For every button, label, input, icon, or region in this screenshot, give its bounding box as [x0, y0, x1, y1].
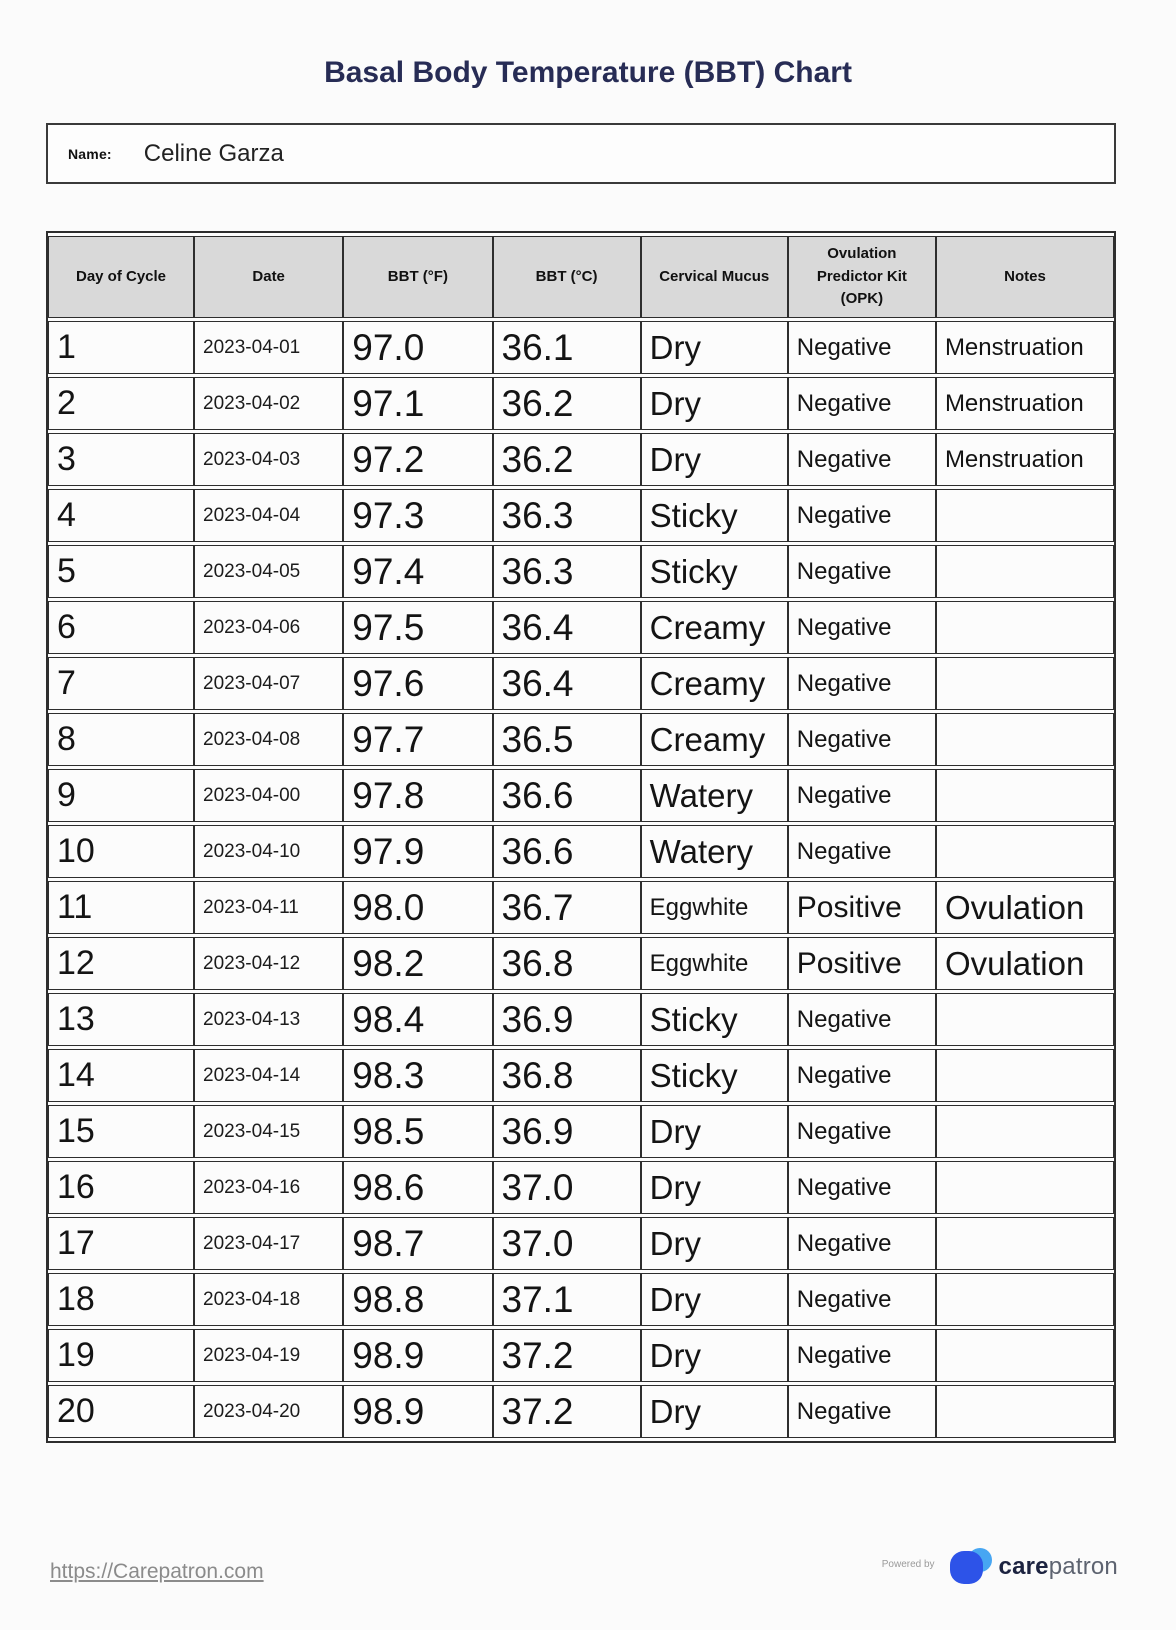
cell-date: 2023-04-20 — [194, 1385, 343, 1438]
cell-bbt_f: 98.2 — [343, 937, 492, 990]
cell-day: 3 — [48, 433, 194, 486]
cell-bbt_c: 37.0 — [493, 1217, 641, 1270]
column-header-day-of-cycle: Day of Cycle — [48, 236, 194, 318]
table-row — [48, 489, 1114, 542]
cell-notes — [936, 993, 1114, 1046]
table-row — [48, 377, 1114, 430]
table-row — [48, 601, 1114, 654]
cell-day: 11 — [48, 881, 194, 934]
cell-notes: Menstruation — [936, 377, 1114, 430]
cell-day: 9 — [48, 769, 194, 822]
cell-date: 2023-04-05 — [194, 545, 343, 598]
cell-day: 5 — [48, 545, 194, 598]
cell-date: 2023-04-13 — [194, 993, 343, 1046]
cell-opk: Negative — [788, 601, 936, 654]
cell-notes — [936, 1105, 1114, 1158]
name-field — [46, 123, 1116, 184]
cell-bbt_f: 97.9 — [343, 825, 492, 878]
bbt-table-header — [48, 236, 1114, 318]
cell-opk: Negative — [788, 1161, 936, 1214]
cell-opk: Negative — [788, 657, 936, 710]
cell-day: 4 — [48, 489, 194, 542]
cell-mucus: Dry — [641, 1217, 788, 1270]
cell-bbt_c: 36.2 — [493, 433, 641, 486]
wordmark-care: care — [998, 1553, 1049, 1580]
name-field-value[interactable]: Celine Garza — [143, 139, 284, 167]
cell-bbt_f: 97.0 — [343, 321, 492, 374]
cell-notes — [936, 769, 1114, 822]
cell-bbt_f: 98.9 — [343, 1385, 492, 1438]
table-row — [48, 1217, 1114, 1270]
cell-mucus: Eggwhite — [641, 881, 788, 934]
cell-notes — [936, 545, 1114, 598]
cell-opk: Positive — [788, 881, 936, 934]
table-row — [48, 1105, 1114, 1158]
cell-day: 12 — [48, 937, 194, 990]
cell-bbt_f: 97.8 — [343, 769, 492, 822]
cell-bbt_c: 37.1 — [493, 1273, 641, 1326]
cell-date: 2023-04-07 — [194, 657, 343, 710]
cell-opk: Negative — [788, 1105, 936, 1158]
cell-notes — [936, 1217, 1114, 1270]
cell-bbt_c: 36.9 — [493, 993, 641, 1046]
cell-notes: Menstruation — [936, 433, 1114, 486]
cell-notes: Menstruation — [936, 321, 1114, 374]
cell-mucus: Dry — [641, 433, 788, 486]
table-row — [48, 937, 1114, 990]
cell-bbt_c: 36.3 — [493, 545, 641, 598]
cell-mucus: Dry — [641, 321, 788, 374]
cell-bbt_f: 98.4 — [343, 993, 492, 1046]
cell-date: 2023-04-19 — [194, 1329, 343, 1382]
cell-bbt_c: 36.6 — [493, 825, 641, 878]
cell-mucus: Sticky — [641, 545, 788, 598]
cell-day: 15 — [48, 1105, 194, 1158]
table-row — [48, 881, 1114, 934]
cell-mucus: Dry — [641, 1273, 788, 1326]
table-row — [48, 433, 1114, 486]
cell-bbt_c: 36.9 — [493, 1105, 641, 1158]
cell-opk: Negative — [788, 1049, 936, 1102]
cell-day: 19 — [48, 1329, 194, 1382]
cell-mucus: Watery — [641, 769, 788, 822]
cell-day: 1 — [48, 321, 194, 374]
cell-date: 2023-04-06 — [194, 601, 343, 654]
cell-date: 2023-04-02 — [194, 377, 343, 430]
table-row — [48, 1385, 1114, 1438]
cell-notes — [936, 1273, 1114, 1326]
cell-bbt_c: 36.6 — [493, 769, 641, 822]
cell-bbt_c: 36.3 — [493, 489, 641, 542]
cell-date: 2023-04-14 — [194, 1049, 343, 1102]
table-row — [48, 769, 1114, 822]
cell-mucus: Watery — [641, 825, 788, 878]
cell-opk: Negative — [788, 377, 936, 430]
cell-day: 20 — [48, 1385, 194, 1438]
cell-date: 2023-04-17 — [194, 1217, 343, 1270]
powered-by-label: Powered by — [881, 1558, 935, 1570]
cell-mucus: Creamy — [641, 657, 788, 710]
cell-bbt_f: 97.7 — [343, 713, 492, 766]
cell-opk: Negative — [788, 489, 936, 542]
bbt-table — [46, 231, 1116, 1443]
cell-day: 17 — [48, 1217, 194, 1270]
cell-day: 6 — [48, 601, 194, 654]
cell-notes — [936, 657, 1114, 710]
cell-notes — [936, 601, 1114, 654]
cell-bbt_f: 98.3 — [343, 1049, 492, 1102]
cell-opk: Negative — [788, 433, 936, 486]
cell-bbt_f: 97.3 — [343, 489, 492, 542]
cell-mucus: Sticky — [641, 993, 788, 1046]
cell-bbt_f: 98.9 — [343, 1329, 492, 1382]
cell-day: 10 — [48, 825, 194, 878]
cell-bbt_f: 97.4 — [343, 545, 492, 598]
column-header-opk: Ovulation Predictor Kit (OPK) — [788, 236, 936, 318]
cell-date: 2023-04-08 — [194, 713, 343, 766]
carepatron-wordmark — [999, 1553, 1118, 1581]
carepatron-link[interactable]: https://Carepatron.com — [50, 1560, 264, 1583]
cell-mucus: Dry — [641, 1329, 788, 1382]
cell-bbt_c: 36.8 — [493, 1049, 641, 1102]
cell-opk: Negative — [788, 1385, 936, 1438]
cell-mucus: Sticky — [641, 1049, 788, 1102]
cell-mucus: Dry — [641, 377, 788, 430]
cell-bbt_f: 98.0 — [343, 881, 492, 934]
carepatron-brand — [882, 1545, 1118, 1589]
table-row — [48, 1049, 1114, 1102]
cell-opk: Negative — [788, 825, 936, 878]
cell-date: 2023-04-00 — [194, 769, 343, 822]
column-header-bbt-c: BBT (°C) — [493, 236, 641, 318]
cell-notes: Ovulation — [936, 881, 1114, 934]
cell-opk: Negative — [788, 993, 936, 1046]
cell-notes — [936, 489, 1114, 542]
cell-date: 2023-04-15 — [194, 1105, 343, 1158]
cell-mucus: Dry — [641, 1385, 788, 1438]
table-row — [48, 1273, 1114, 1326]
cell-day: 7 — [48, 657, 194, 710]
carepatron-logo-icon — [947, 1545, 993, 1589]
cell-day: 8 — [48, 713, 194, 766]
cell-bbt_f: 98.8 — [343, 1273, 492, 1326]
cell-bbt_f: 98.5 — [343, 1105, 492, 1158]
cell-date: 2023-04-10 — [194, 825, 343, 878]
cell-bbt_f: 97.6 — [343, 657, 492, 710]
table-row — [48, 825, 1114, 878]
cell-bbt_f: 97.2 — [343, 433, 492, 486]
header-row — [48, 236, 1114, 318]
cell-mucus: Sticky — [641, 489, 788, 542]
cell-date: 2023-04-01 — [194, 321, 343, 374]
cell-bbt_c: 36.2 — [493, 377, 641, 430]
cell-date: 2023-04-18 — [194, 1273, 343, 1326]
cell-bbt_c: 36.5 — [493, 713, 641, 766]
cell-bbt_c: 36.4 — [493, 657, 641, 710]
bbt-table-body — [48, 321, 1114, 1438]
cell-day: 13 — [48, 993, 194, 1046]
cell-opk: Positive — [788, 937, 936, 990]
column-header-date: Date — [194, 236, 343, 318]
column-header-notes: Notes — [936, 236, 1114, 318]
cell-day: 18 — [48, 1273, 194, 1326]
cell-bbt_c: 36.7 — [493, 881, 641, 934]
cell-day: 16 — [48, 1161, 194, 1214]
cell-mucus: Eggwhite — [641, 937, 788, 990]
table-row — [48, 657, 1114, 710]
cell-opk: Negative — [788, 545, 936, 598]
column-header-cervical-mucus: Cervical Mucus — [641, 236, 788, 318]
cell-date: 2023-04-11 — [194, 881, 343, 934]
cell-notes — [936, 1329, 1114, 1382]
cell-notes — [936, 713, 1114, 766]
cell-day: 14 — [48, 1049, 194, 1102]
cell-bbt_f: 98.6 — [343, 1161, 492, 1214]
cell-opk: Negative — [788, 1217, 936, 1270]
cell-bbt_f: 97.1 — [343, 377, 492, 430]
cell-notes — [936, 1385, 1114, 1438]
column-header-bbt-f: BBT (°F) — [343, 236, 492, 318]
cell-date: 2023-04-04 — [194, 489, 343, 542]
table-row — [48, 321, 1114, 374]
cell-opk: Negative — [788, 1329, 936, 1382]
cell-bbt_c: 36.1 — [493, 321, 641, 374]
cell-bbt_f: 98.7 — [343, 1217, 492, 1270]
cell-day: 2 — [48, 377, 194, 430]
cell-notes — [936, 1161, 1114, 1214]
cell-opk: Negative — [788, 713, 936, 766]
table-row — [48, 545, 1114, 598]
cell-notes — [936, 825, 1114, 878]
cell-bbt_f: 97.5 — [343, 601, 492, 654]
table-row — [48, 993, 1114, 1046]
cell-notes — [936, 1049, 1114, 1102]
cell-notes: Ovulation — [936, 937, 1114, 990]
cell-bbt_c: 37.0 — [493, 1161, 641, 1214]
table-row — [48, 1329, 1114, 1382]
cell-date: 2023-04-16 — [194, 1161, 343, 1214]
cell-mucus: Dry — [641, 1161, 788, 1214]
cell-bbt_c: 36.4 — [493, 601, 641, 654]
table-row — [48, 1161, 1114, 1214]
page-title: Basal Body Temperature (BBT) Chart — [324, 56, 852, 89]
cell-opk: Negative — [788, 769, 936, 822]
cell-mucus: Creamy — [641, 713, 788, 766]
table-row — [48, 713, 1114, 766]
cell-bbt_c: 36.8 — [493, 937, 641, 990]
cell-opk: Negative — [788, 1273, 936, 1326]
name-field-label: Name: — [68, 145, 112, 162]
cell-bbt_c: 37.2 — [493, 1329, 641, 1382]
cell-mucus: Dry — [641, 1105, 788, 1158]
cell-mucus: Creamy — [641, 601, 788, 654]
cell-bbt_c: 37.2 — [493, 1385, 641, 1438]
cell-opk: Negative — [788, 321, 936, 374]
wordmark-patron: patron — [1048, 1553, 1118, 1580]
cell-date: 2023-04-03 — [194, 433, 343, 486]
cell-date: 2023-04-12 — [194, 937, 343, 990]
